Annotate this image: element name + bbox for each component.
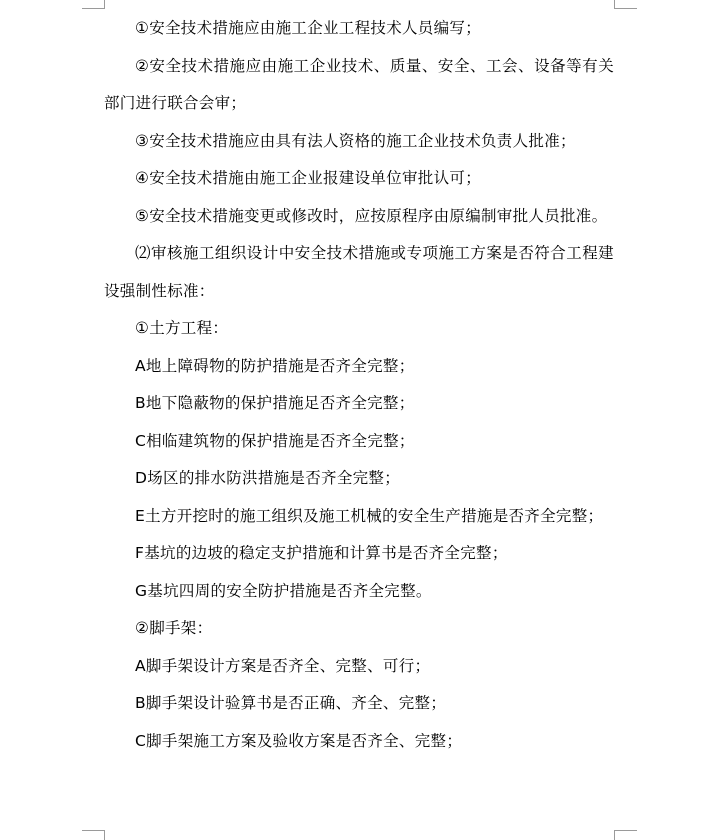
paragraph-9: B地下隐蔽物的保护措施足否齐全完整； [135, 394, 415, 412]
paragraph-18: C脚手架施工方案及验收方案是否齐全、完整； [135, 731, 463, 750]
document-body [104, 10, 614, 760]
crop-mark-bottom-left [82, 830, 105, 840]
paragraph-14: G基坑四周的安全防护措施是否齐全完整。 [135, 581, 432, 600]
paragraph-1: ①安全技术措施应由施工企业工程技术人员编写； [135, 19, 481, 37]
paragraph-15: ②脚手架： [135, 619, 213, 637]
paragraph-7: ①土方工程： [135, 319, 229, 337]
paragraph-2: ②安全技术措施应由施工企业技术、质量、安全、工会、设备等有关部门进行联合会审； [104, 56, 614, 112]
paragraph-10: C相临建筑物的保护措施是否齐全完整； [135, 431, 415, 450]
paragraph-12: E土方开挖时的施工组织及施工机械的安全生产措施是否齐全完整； [135, 506, 604, 525]
paragraph-5: ⑤安全技术措施变更或修改时，应按原程序由原编制审批人员批准。 [135, 206, 608, 225]
paragraph-11: D场区的排水防洪措施是否齐全完整； [135, 469, 401, 487]
crop-mark-bottom-right [614, 830, 637, 840]
paragraph-8: A地上障碍物的防护措施是否齐全完整； [135, 356, 415, 375]
paragraph-16: A脚手架设计方案是否齐全、完整、可行； [135, 656, 431, 675]
paragraph-6: ⑵审核施工组织设计中安全技术措施或专项施工方案是否符合工程建设强制性标准： [104, 244, 614, 300]
crop-mark-top-left [82, 0, 105, 9]
paragraph-4: ④安全技术措施由施工企业报建设单位审批认可； [135, 169, 481, 187]
crop-mark-top-right [614, 0, 637, 9]
paragraph-13: F基坑的边坡的稳定支护措施和计算书是否齐全完整； [135, 544, 508, 562]
paragraph-17: B脚手架设计验算书是否正确、齐全、完整； [135, 694, 447, 712]
paragraph-3: ③安全技术措施应由具有法人资格的施工企业技术负责人批准； [135, 131, 576, 150]
